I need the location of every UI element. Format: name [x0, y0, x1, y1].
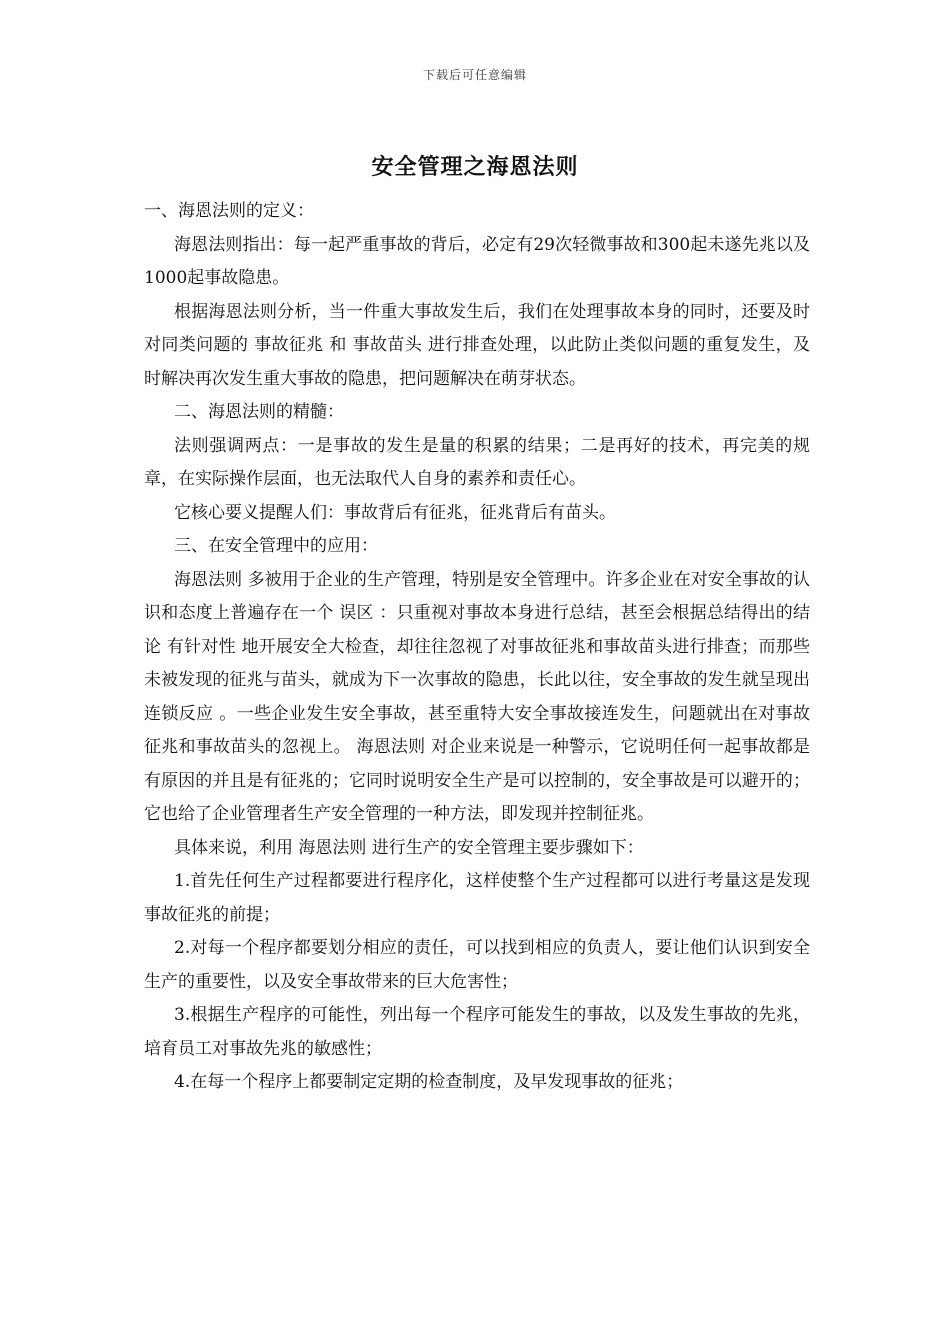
section-heading-definition: 一、海恩法则的定义： [144, 201, 314, 221]
list-item: 1.首先任何生产过程都要进行程序化，这样使整个生产过程都可以进行考量这是发现事故征兆的前提； [144, 871, 810, 925]
section-heading-application: 三、在安全管理中的应用： [174, 536, 378, 556]
document-body [144, 195, 810, 1100]
header-note: 下载后可任意编辑 [422, 68, 527, 82]
paragraph: 海恩法则 多被用于企业的生产管理，特别是安全管理中。许多企业在对安全事故的认识和态度上普遍存在一个 误区 ：只重视对事故本身进行总结，甚至会根据总结得出的结论 有针对性 地开展安全大检查，却往往忽视了对事故征兆和事故苗头进行排查；而那些未被发现的征兆与苗头，就成为下一次事故的隐患，长此以往，安全事故的发生就呈现出 连锁反应 。一些企业发生安全事故，甚至重特大安全事故接连发生，问题就出在对事故征兆和事故苗头的忽视上。 海恩法则 对企业来说是一种警示，它说明任何一起事故都是有原因的并且是有征兆的；它同时说明安全生产是可以控制的，安全事故是可以避开的；它也给了企业管理者生产安全管理的一种方法，即发现并控制征兆。 [144, 569, 810, 824]
list-item: 2.对每一个程序都要划分相应的责任，可以找到相应的负责人，要让他们认识到安全生产的重要性，以及安全事故带来的巨大危害性； [144, 938, 810, 992]
list-item: 4.在每一个程序上都要制定定期的检查制度，及早发现事故的征兆； [174, 1072, 684, 1092]
paragraph: 它核心要义提醒人们：事故背后有征兆，征兆背后有苗头。 [174, 502, 616, 523]
paragraph: 法则强调两点：一是事故的发生是量的积累的结果；二是再好的技术，再完美的规章，在实际操作层面，也无法取代人自身的素养和责任心。 [144, 435, 810, 489]
document-title: 安全管理之海恩法则 [371, 155, 579, 180]
paragraph: 根据海恩法则分析，当一件重大事故发生后，我们在处理事故本身的同时，还要及时对同类问题的 事故征兆 和 事故苗头 进行排查处理，以此防止类似问题的重复发生，及时解决再次发生重大事故的隐患，把问题解决在萌芽状态。 [144, 301, 810, 389]
paragraph: 具体来说，利用 海恩法则 进行生产的安全管理主要步骤如下： [174, 837, 644, 858]
list-item: 3.根据生产程序的可能性，列出每一个程序可能发生的事故，以及发生事故的先兆，培育员工对事故先兆的敏感性； [144, 1005, 810, 1059]
paragraph: 海恩法则指出：每一起严重事故的背后，必定有29次轻微事故和300起未遂先兆以及1000起事故隐患。 [144, 234, 810, 288]
section-heading-essence: 二、海恩法则的精髓： [174, 402, 344, 422]
